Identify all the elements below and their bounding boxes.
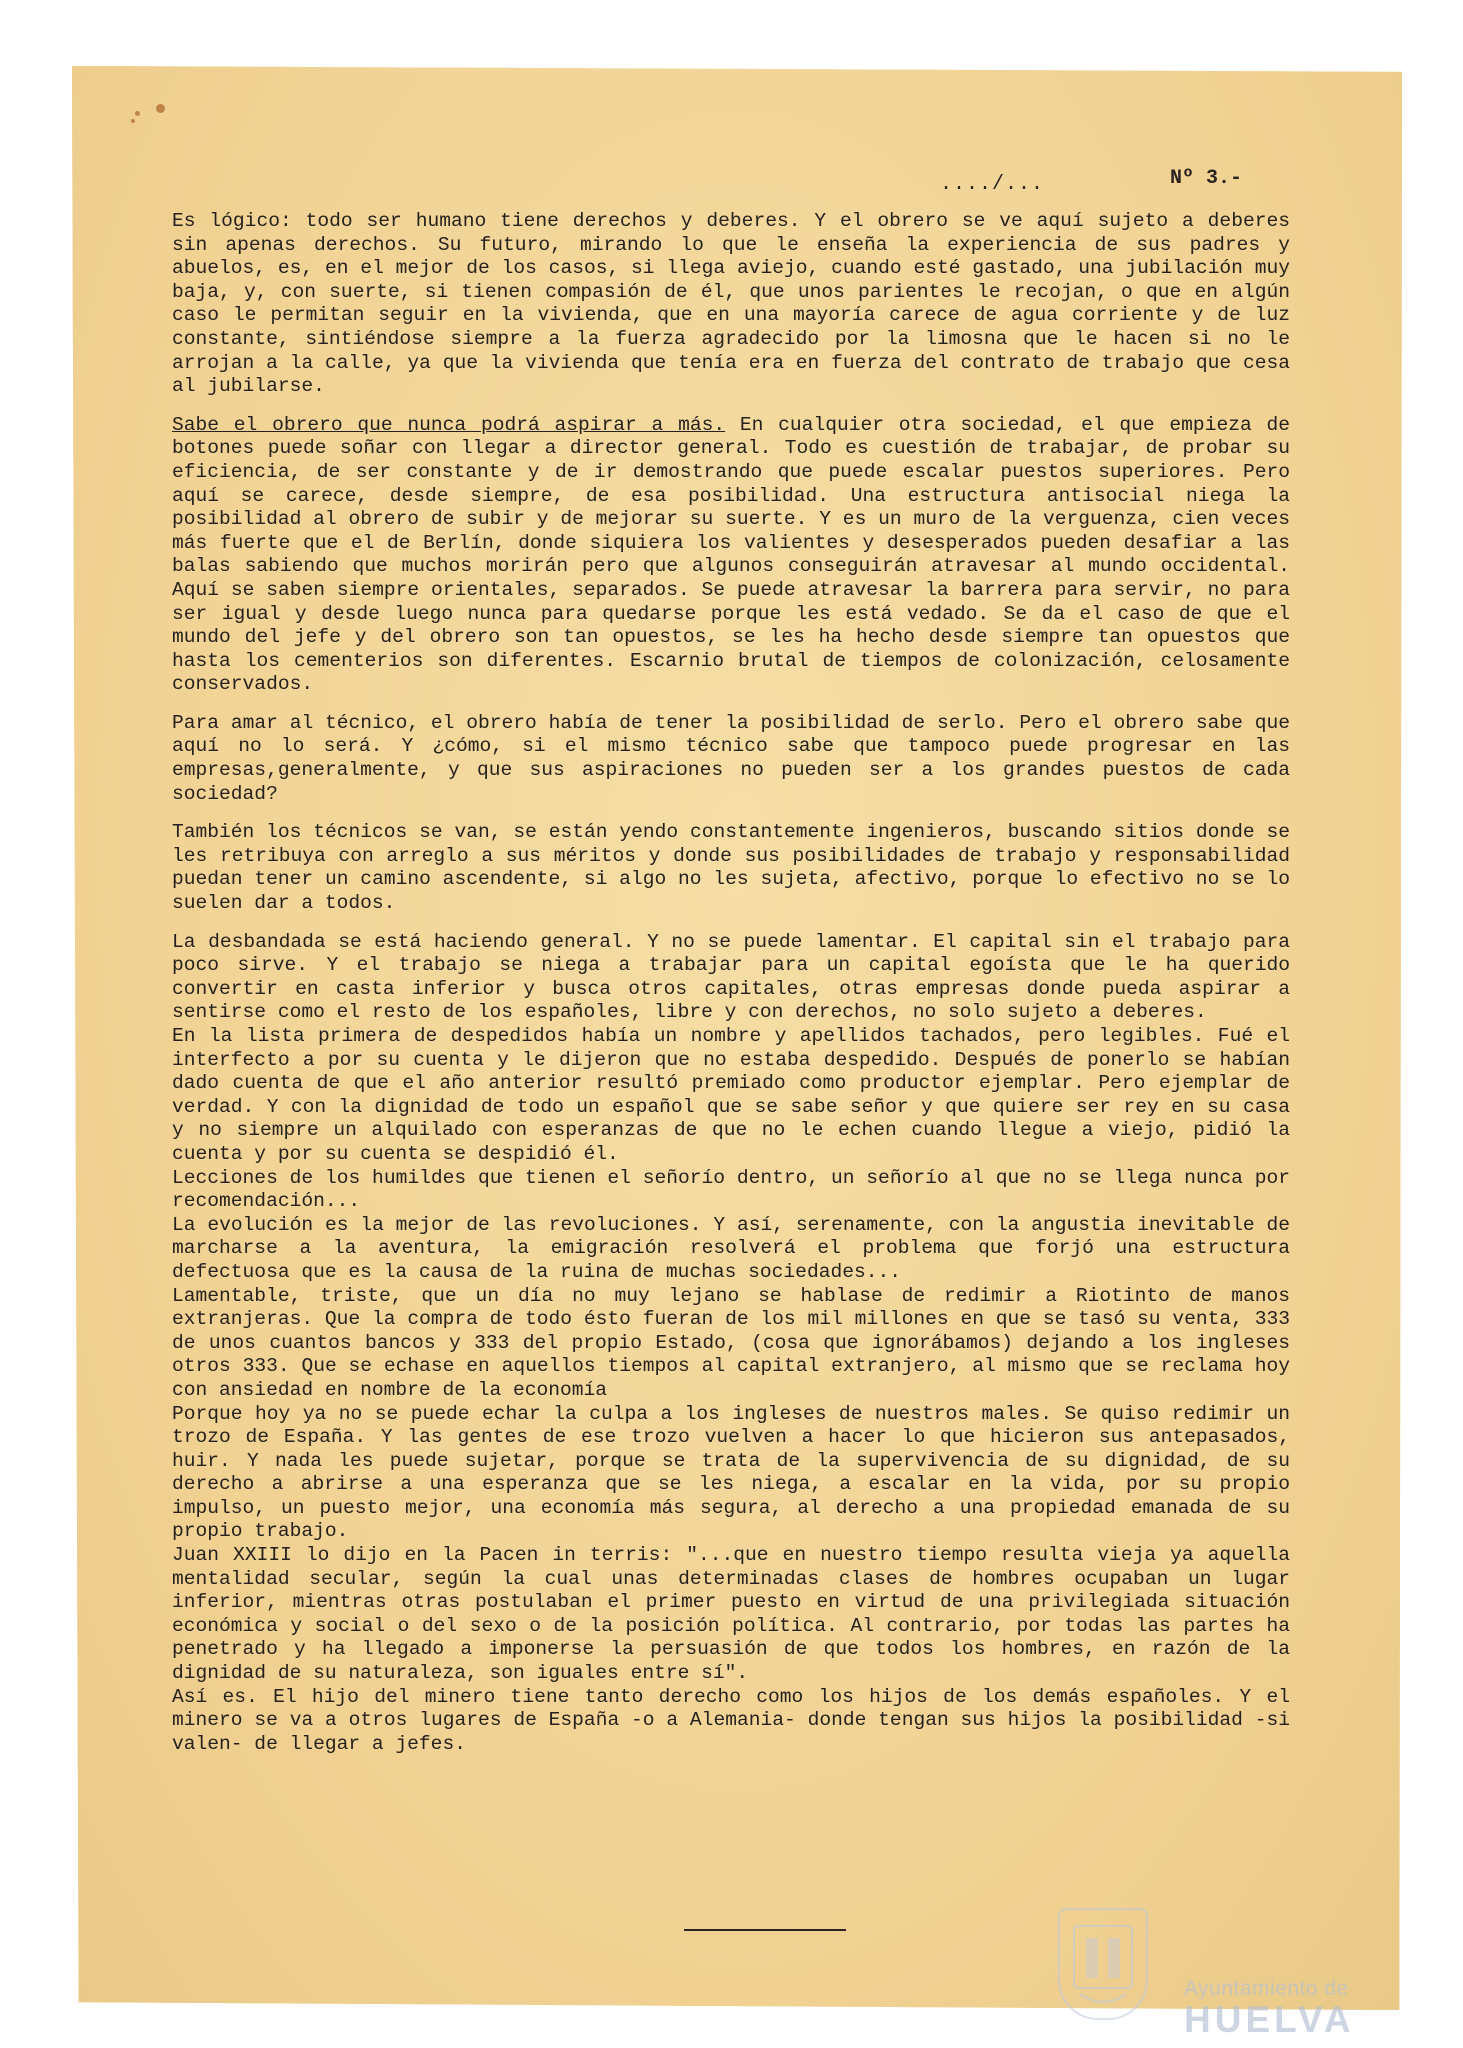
closing-rule — [684, 1929, 846, 1931]
punch-hole-mark — [156, 104, 165, 113]
document-body — [172, 210, 1290, 1756]
paragraph: La evolución es la mejor de las revoluciones. Y así, serenamente, con la angustia inevitable de marcharse a la aventura, la emigración resolverá el problema que forjó una estructura defectuosa que es la causa de la ruina de muchas sociedades... — [172, 1213, 1290, 1283]
continuation-mark: ..../... — [940, 173, 1045, 196]
city-seal-icon — [1058, 1908, 1148, 2020]
paragraph: Porque hoy ya no se puede echar la culpa a los ingleses de nuestros males. Se quiso redimir un trozo de España. Y las gentes de ese trozo vuelven a hacer lo que hicieron sus antepasados, huir. Y nada les puede sujetar, porque se trata de la supervivencia de su dignidad, de su derecho a abrirse a una esperanza que se les niega, a escalar en la vida, por su propio impulso, un puesto mejor, una economía más segura, al derecho a una propiedad emanada de su propio trabajo. — [172, 1402, 1290, 1543]
underlined-lead: Sabe el obrero que nunca podrá aspirar a más. — [172, 413, 726, 436]
page-number: Nº 3.- — [1170, 167, 1243, 190]
paragraph: Es lógico: todo ser humano tiene derechos y deberes. Y el obrero se ve aquí sujeto a deberes sin apenas derechos. Su futuro, mirando lo que le enseña la experiencia de sus padres y abuelos, es, en el mejor de los casos, si llega aviejo, cuando esté gastado, una jubilación muy baja, y, con suerte, si tienen compasión de él, que unos parientes le recojan, o que en algún caso le permitan seguir en la vivienda, que en una mayoría carece de agua corriente y de luz constante, sintiéndose siempre a la fuerza agradecido por la limosna que le hacen si no le arrojan a la calle, ya que la vivienda que tenía era en fuerza del contrato de trabajo que cesa al jubilarse. — [172, 210, 1290, 398]
paragraph: Así es. El hijo del minero tiene tanto derecho como los hijos de los demás españoles. Y el minero se va a otros lugares de España -o a Alemania- donde tengan sus hijos la posibilidad -si valen- de llegar a jefes. — [172, 1685, 1290, 1755]
paragraph-text: En cualquier otra sociedad, el que empieza de botones puede soñar con llegar a director general. Todo es cuestión de trabajar, de probar su eficiencia, de ser constante y de ir demostrando que puede escalar puestos superiores. Pero aquí se carece, desde siempre, de esa posibilidad. Una estructura antisocial niega la posibilidad al obrero de subir y de mejorar su suerte. Y es un muro de la verguenza, cien veces más fuerte que el de Berlín, donde siquiera los valientes y desesperados pueden desafiar a las balas sabiendo que muchos morirán pero que algunos conseguirán atravesar al mundo occidental. Aquí se saben siempre orientales, separados. Se puede atravesar la barrera para servir, no para ser igual y desde luego nunca para quedarse porque les está vedado. Se da el caso de que el mundo del jefe y del obrero son tan opuestos, se les ha hecho desde siempre tan opuestos que hasta los cementerios son diferentes. Escarnio brutal de tiempos de colonización, celosamente conservados. — [172, 413, 1291, 696]
paragraph: En la lista primera de despedidos había un nombre y apellidos tachados, pero legibles. Fué el interfecto a por su cuenta y le dijeron que no estaba despedido. Después de ponerlo se habían dado cuenta de que el año anterior resultó premiado como productor ejemplar. Pero ejemplar de verdad. Y con la dignidad de todo un español que se sabe señor y que quiere ser rey en su casa y no siempre un alquilado con esperanzas de que no le echen cuando llegue a viejo, pidió la cuenta y por su cuenta se despidió él. — [172, 1025, 1290, 1165]
punch-hole-mark — [131, 119, 135, 123]
paragraph: Lamentable, triste, que un día no muy lejano se hablase de redimir a Riotinto de manos extranjeras. Que la compra de todo ésto fueran de los mil millones en que se tasó su venta, 333 de unos cuantos bancos y 333 del propio Estado, (cosa que ignorábamos) dejando a los ingleses otros 333. Que se echase en aquellos tiempos al capital extranjero, al mismo que se reclama hoy con ansiedad en nombre de la economía — [172, 1284, 1290, 1401]
paragraph: Para amar al técnico, el obrero había de tener la posibilidad de serlo. Pero el obrero sabe que aquí no lo será. Y ¿cómo, si el mismo técnico sabe que tampoco puede progresar en las empresas,generalmente, y que sus aspiraciones no pueden ser a los grandes puestos de cada sociedad? — [172, 711, 1290, 805]
seal-emblem-icon — [1060, 1910, 1146, 2018]
paragraph: Juan XXIII lo dijo en la Pacen in terris: "...que en nuestro tiempo resulta vieja ya aquella mentalidad secular, según la cual unas determinadas clases de hombres ocupaban un lugar inferior, mientras otras postulaban el primer puesto en virtud de una privilegiada situación económica y social o del sexo o de la posición política. Al contrario, por todas las partes ha penetrado y ha llegado a imponerse la persuasión de que todos los hombres, en razón de la dignidad de su naturaleza, son iguales entre sí". — [172, 1544, 1290, 1685]
paragraph: Lecciones de los humildes que tienen el señorío dentro, un señorío al que no se llega nunca por recomendación... — [172, 1166, 1290, 1213]
paragraph: La desbandada se está haciendo general. Y no se puede lamentar. El capital sin el trabajo para poco sirve. Y el trabajo se niega a trabajar para un capital egoísta que le ha querido convertir en casta inferior y busca otros capitales, otras empresas donde pueda aspirar a sentirse como el resto de los españoles, libre y con derechos, no solo sujeto a deberes. — [172, 930, 1290, 1024]
watermark-line1: Ayuntamiento de — [1184, 1977, 1349, 2000]
watermark-line2: HUELVA — [1184, 1999, 1355, 2040]
punch-hole-mark — [135, 111, 140, 116]
page-header — [940, 167, 1320, 197]
paragraph — [172, 414, 1290, 697]
archive-watermark — [1184, 1977, 1355, 2041]
paragraph: También los técnicos se van, se están yendo constantemente ingenieros, buscando sitios donde se les retribuya con arreglo a sus méritos y donde sus posibilidades de trabajo y responsabilidad puedan tener un camino ascendente, si algo no les sujeta, afectivo, porque lo efectivo no se lo suelen dar a todos. — [172, 821, 1290, 915]
